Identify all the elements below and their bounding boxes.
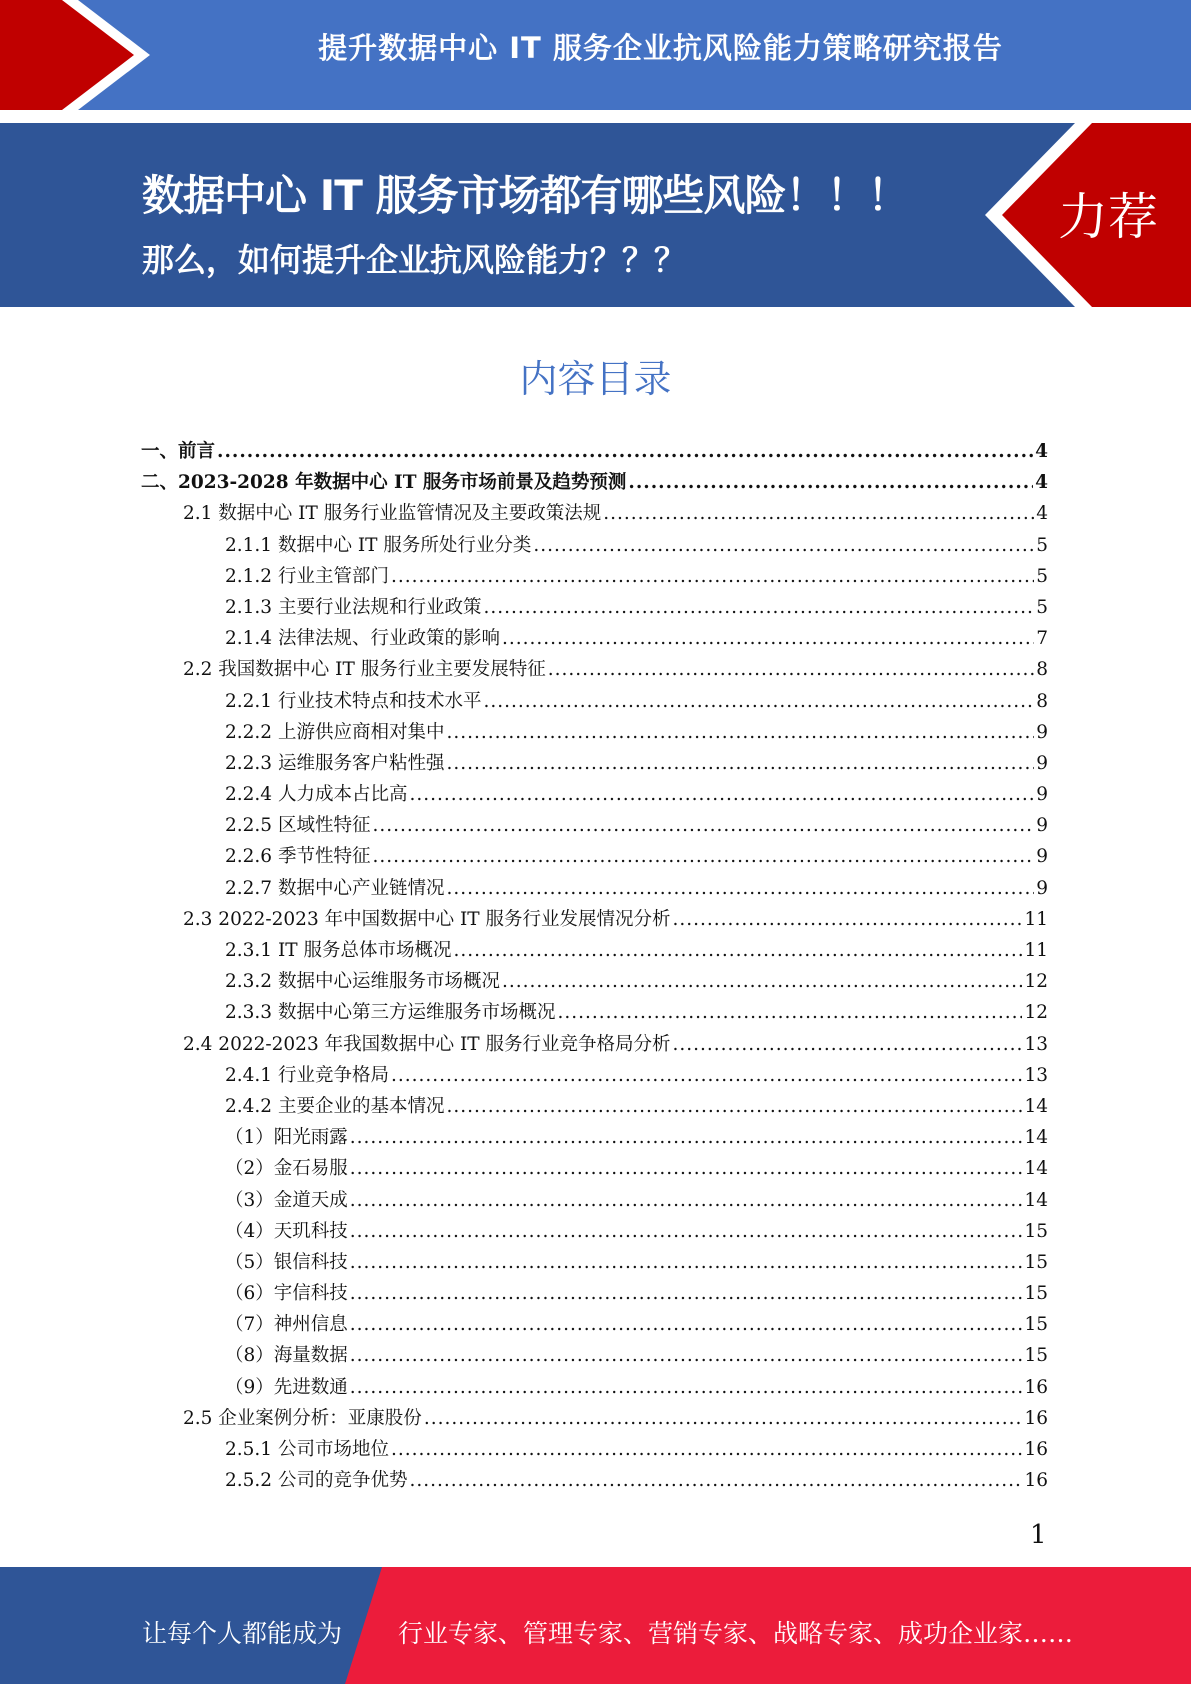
toc-leader xyxy=(453,935,1022,966)
toc-entry[interactable] xyxy=(141,1372,1048,1403)
toc-entry-page: 5 xyxy=(1036,596,1048,618)
toc-entry[interactable] xyxy=(141,436,1048,467)
toc-entry[interactable] xyxy=(141,841,1048,872)
toc-entry-label: 2.3.3 数据中心第三方运维服务市场概况 xyxy=(225,1002,556,1024)
toc-entry-label: 2.5.2 公司的竞争优势 xyxy=(225,1470,408,1492)
toc-entry-label: 2.5.1 公司市场地位 xyxy=(225,1439,389,1460)
toc-entry[interactable] xyxy=(141,935,1048,966)
toc-entry-label: 2.4.1 行业竞争格局 xyxy=(225,1064,389,1086)
toc-entry-page: 14 xyxy=(1024,1189,1048,1211)
toc-entry-label: 2.2.7 数据中心产业链情况 xyxy=(225,877,445,899)
hero-banner xyxy=(0,123,1191,307)
toc-entry-label: 2.3 2022-2023 年中国数据中心 IT 服务行业发展情况分析 xyxy=(183,908,671,930)
toc-entry[interactable] xyxy=(141,1029,1048,1060)
toc-leader xyxy=(350,1216,1023,1247)
toc-entry[interactable] xyxy=(141,654,1048,685)
toc-entry-page: 9 xyxy=(1036,877,1048,899)
toc-entry-label: （8）海量数据 xyxy=(225,1345,348,1367)
toc-entry[interactable] xyxy=(141,873,1048,904)
toc-entry-page: 16 xyxy=(1024,1376,1048,1398)
toc-entry-page: 16 xyxy=(1024,1439,1048,1460)
toc-leader xyxy=(603,498,1034,529)
toc-leader xyxy=(502,623,1034,654)
toc-entry[interactable] xyxy=(141,1340,1048,1371)
toc-leader xyxy=(673,1029,1023,1060)
toc-entry-page: 14 xyxy=(1024,1158,1048,1180)
toc-entry[interactable] xyxy=(141,561,1048,592)
toc-entry[interactable] xyxy=(141,498,1048,529)
toc-entry[interactable] xyxy=(141,592,1048,623)
toc-entry-label: （9）先进数通 xyxy=(225,1376,348,1398)
toc-leader xyxy=(350,1122,1023,1153)
toc-entry-page: 4 xyxy=(1035,472,1048,494)
recommend-badge: 力荐 xyxy=(1058,188,1158,246)
toc-leader xyxy=(372,841,1034,872)
toc-entry-page: 13 xyxy=(1024,1033,1048,1055)
toc-entry-page: 11 xyxy=(1024,908,1048,930)
toc-entry-page: 15 xyxy=(1024,1314,1048,1336)
toc-leader xyxy=(628,467,1033,498)
toc-leader xyxy=(391,561,1034,592)
toc-leader xyxy=(350,1340,1023,1371)
toc-entry[interactable] xyxy=(141,997,1048,1028)
toc-entry[interactable] xyxy=(141,1434,1048,1465)
toc-entry-label: （5）银信科技 xyxy=(225,1251,348,1273)
toc-leader xyxy=(483,592,1034,623)
toc-entry-page: 12 xyxy=(1024,1002,1048,1024)
hero-subtitle: 那么，如何提升企业抗风险能力？？？ xyxy=(142,241,687,279)
toc-leader xyxy=(350,1309,1023,1340)
toc-entry[interactable] xyxy=(141,717,1048,748)
toc-entry-label: 2.2.3 运维服务客户粘性强 xyxy=(225,752,445,774)
toc-entry-page: 14 xyxy=(1024,1095,1048,1117)
toc-entry[interactable] xyxy=(141,1091,1048,1122)
toc-entry-page: 8 xyxy=(1036,690,1048,712)
toc-entry-label: 二、2023-2028 年数据中心 IT 服务市场前景及趋势预测 xyxy=(141,472,627,494)
toc-leader xyxy=(409,779,1034,810)
toc-entry-label: 2.2 我国数据中心 IT 服务行业主要发展特征 xyxy=(183,659,546,681)
toc-leader xyxy=(483,686,1034,717)
toc-entry[interactable] xyxy=(141,748,1048,779)
toc-entry-label: 2.2.4 人力成本占比高 xyxy=(225,784,408,806)
toc-entry-page: 4 xyxy=(1035,441,1048,462)
toc-entry-page: 16 xyxy=(1024,1407,1048,1429)
toc-leader xyxy=(548,654,1035,685)
toc-entry-page: 14 xyxy=(1024,1127,1048,1149)
toc-heading: 内容目录 xyxy=(519,357,672,401)
toc-entry-label: 2.1.2 行业主管部门 xyxy=(225,565,389,587)
toc-entry-page: 15 xyxy=(1024,1283,1048,1305)
toc-entry-label: （3）金道天成 xyxy=(225,1189,348,1211)
toc-entry-label: 2.2.1 行业技术特点和技术水平 xyxy=(225,690,482,712)
toc-leader xyxy=(350,1247,1023,1278)
report-title: 提升数据中心 IT 服务企业抗风险能力策略研究报告 xyxy=(318,31,1003,65)
toc-entry-page: 9 xyxy=(1036,815,1048,837)
toc-entry[interactable] xyxy=(141,1185,1048,1216)
toc-entry[interactable] xyxy=(141,779,1048,810)
toc-entry[interactable] xyxy=(141,686,1048,717)
toc-leader xyxy=(533,530,1034,561)
toc-entry[interactable] xyxy=(141,1403,1048,1434)
toc-entry-label: 2.3.2 数据中心运维服务市场概况 xyxy=(225,971,500,993)
toc-entry-page: 12 xyxy=(1024,971,1048,993)
toc-entry-label: 2.1.1 数据中心 IT 服务所处行业分类 xyxy=(225,534,532,556)
toc-entry-page: 11 xyxy=(1024,940,1048,961)
footer-slogan-roles: 行业专家、管理专家、营销专家、战略专家、成功企业家…… xyxy=(398,1619,1074,1648)
toc-leader xyxy=(557,997,1022,1028)
toc-leader xyxy=(409,1465,1022,1496)
toc-leader xyxy=(502,966,1022,997)
header-band xyxy=(0,0,1191,110)
toc-entry-label: （6）宇信科技 xyxy=(225,1283,348,1305)
toc-leader xyxy=(673,904,1023,935)
toc-leader xyxy=(217,436,1033,467)
toc-entry-page: 8 xyxy=(1036,659,1048,681)
toc-entry-label: 2.1.4 法律法规、行业政策的影响 xyxy=(225,628,500,650)
toc-entry[interactable] xyxy=(141,1247,1048,1278)
page-number: 1 xyxy=(1030,1520,1047,1550)
toc-entry-page: 9 xyxy=(1036,784,1048,806)
toc-entry[interactable] xyxy=(141,1465,1048,1496)
toc-entry[interactable] xyxy=(141,467,1048,498)
toc-entry[interactable] xyxy=(141,810,1048,841)
toc-entry[interactable] xyxy=(141,1122,1048,1153)
toc-leader xyxy=(350,1278,1023,1309)
toc-leader xyxy=(446,748,1034,779)
toc-entry[interactable] xyxy=(141,530,1048,561)
toc-leader xyxy=(372,810,1034,841)
toc-entry-page: 15 xyxy=(1024,1251,1048,1273)
toc-entry-page: 4 xyxy=(1036,503,1048,525)
toc-entry-label: （1）阳光雨露 xyxy=(225,1127,348,1149)
table-of-contents xyxy=(141,436,1048,1496)
toc-entry-label: （2）金石易服 xyxy=(225,1158,348,1180)
toc-entry-label: 2.1 数据中心 IT 服务行业监管情况及主要政策法规 xyxy=(183,503,602,525)
toc-leader xyxy=(446,873,1034,904)
toc-entry[interactable] xyxy=(141,1278,1048,1309)
toc-leader xyxy=(391,1060,1022,1091)
toc-entry-label: 2.4 2022-2023 年我国数据中心 IT 服务行业竞争格局分析 xyxy=(183,1033,671,1055)
toc-entry[interactable] xyxy=(141,1153,1048,1184)
toc-entry-page: 5 xyxy=(1036,534,1048,556)
toc-entry-label: 2.2.5 区域性特征 xyxy=(225,815,371,837)
toc-entry-page: 9 xyxy=(1036,721,1048,743)
toc-entry[interactable] xyxy=(141,1060,1048,1091)
toc-entry-label: 2.1.3 主要行业法规和行业政策 xyxy=(225,596,482,618)
hero-title: 数据中心 IT 服务市场都有哪些风险！！！ xyxy=(142,171,909,220)
toc-entry[interactable] xyxy=(141,966,1048,997)
toc-entry-label: 2.4.2 主要企业的基本情况 xyxy=(225,1095,445,1117)
toc-entry[interactable] xyxy=(141,1309,1048,1340)
toc-entry-label: （4）天玑科技 xyxy=(225,1220,348,1242)
toc-entry-page: 9 xyxy=(1036,752,1048,774)
toc-leader xyxy=(350,1185,1023,1216)
toc-entry-label: 2.2.6 季节性特征 xyxy=(225,846,371,868)
toc-entry[interactable] xyxy=(141,623,1048,654)
toc-entry-page: 15 xyxy=(1024,1220,1048,1242)
toc-leader xyxy=(446,1091,1022,1122)
toc-entry-label: 2.3.1 IT 服务总体市场概况 xyxy=(225,940,452,961)
toc-entry-page: 9 xyxy=(1036,846,1048,868)
toc-leader xyxy=(350,1372,1023,1403)
toc-entry-label: 2.5 企业案例分析：亚康股份 xyxy=(183,1407,422,1429)
toc-entry-page: 5 xyxy=(1036,565,1048,587)
toc-entry-label: （7）神州信息 xyxy=(225,1314,348,1336)
toc-leader xyxy=(424,1403,1023,1434)
toc-entry[interactable] xyxy=(141,1216,1048,1247)
footer-slogan-lead: 让每个人都能成为 xyxy=(142,1619,343,1648)
toc-leader xyxy=(350,1153,1023,1184)
toc-entry-label: 一、前言 xyxy=(141,441,216,462)
toc-leader xyxy=(391,1434,1022,1465)
toc-entry-page: 16 xyxy=(1024,1470,1048,1492)
toc-leader xyxy=(446,717,1034,748)
toc-entry-label: 2.2.2 上游供应商相对集中 xyxy=(225,721,445,743)
toc-entry[interactable] xyxy=(141,904,1048,935)
toc-entry-page: 13 xyxy=(1024,1064,1048,1086)
toc-entry-page: 7 xyxy=(1036,628,1048,650)
toc-entry-page: 15 xyxy=(1024,1345,1048,1367)
